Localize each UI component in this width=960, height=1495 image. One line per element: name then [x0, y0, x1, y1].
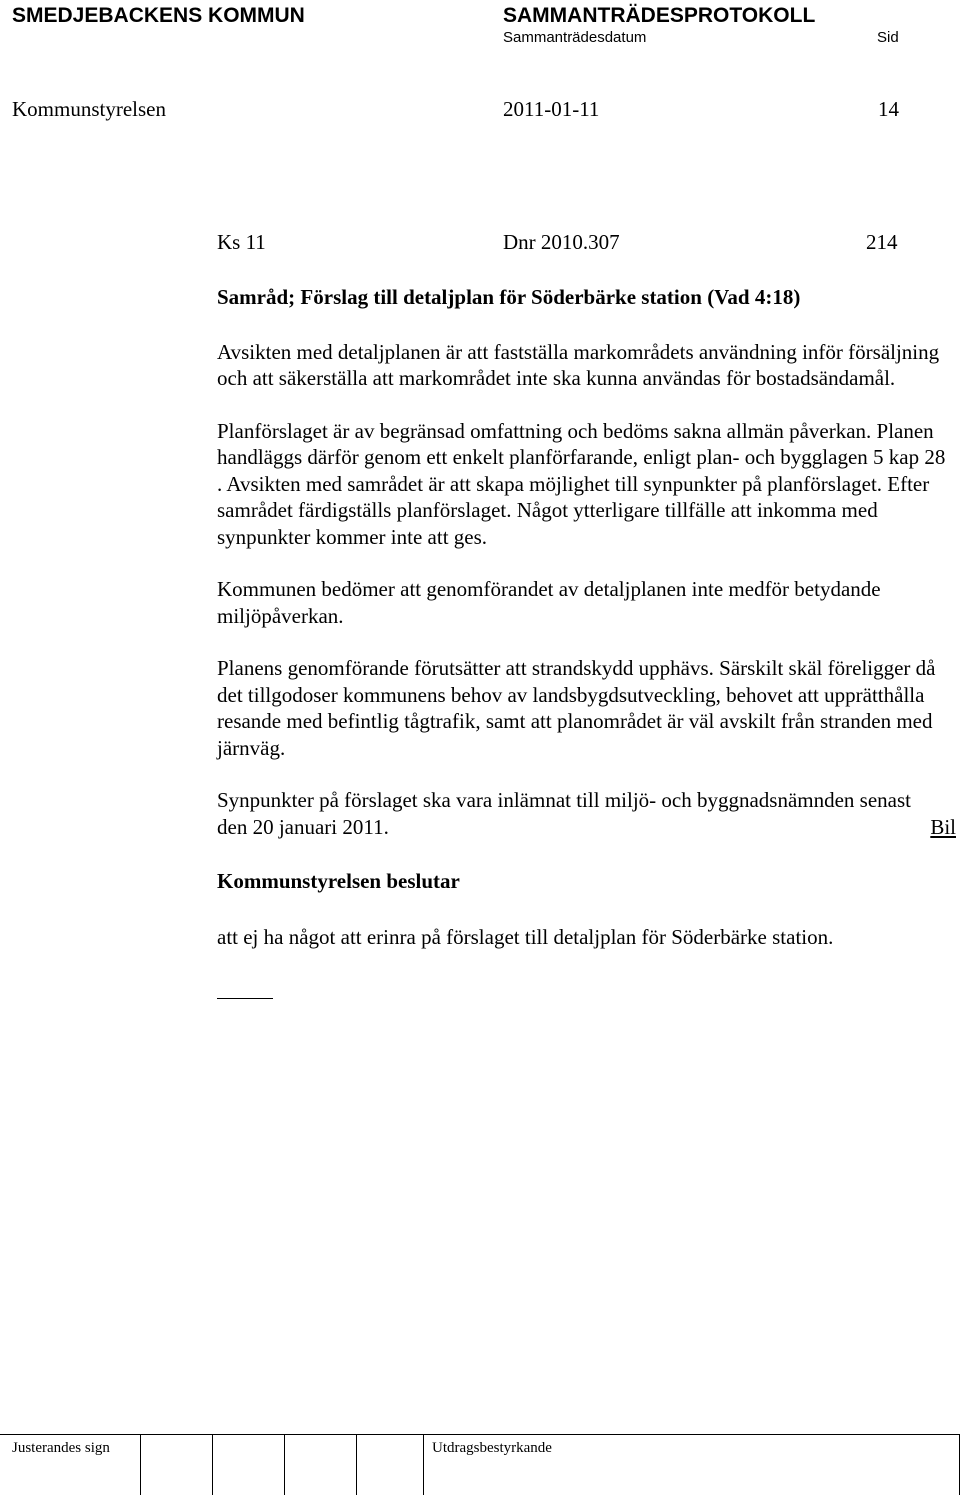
committee-name: Kommunstyrelsen [12, 97, 166, 121]
paragraph-purpose: Avsikten med detaljplanen är att fastställa markområdets användning inför försäljning och att säkerställa att markområdet inte ska kunna användas för bostadsändamål. [217, 339, 940, 390]
case-number: 214 [866, 230, 898, 254]
paragraph-deadline-block [217, 787, 956, 840]
paragraph-shore-protection: Planens genomförande förutsätter att strandskydd upphävs. Särskilt skäl föreligger då det tillgodoser kommunens behov av landsbygdsutveckling, behovet att upprätthålla resande med befintlig tågtrafik, samt att planområdet är väl avskilt från stranden med järnväg. [217, 656, 936, 760]
document-type: SAMMANTRÄDESPROTOKOLL [503, 4, 816, 27]
minutes-body [217, 284, 956, 999]
extract-certified-label: Utdragsbestyrkande [432, 1440, 552, 1456]
item-title: Samråd; Förslag till detaljplan för Söderbärke station (Vad 4:18) [217, 285, 801, 309]
signature-divider [212, 1435, 213, 1495]
organization-name: SMEDJEBACKENS KOMMUN [12, 4, 305, 27]
paragraph-procedure: Planförslaget är av begränsad omfattning och bedöms sakna allmän påverkan. Planen handläggs därför genom ett enkelt planförfarande, enligt plan- och bygglagen 5 kap 28 . Avsikten med samrådet är att skapa möjlighet till synpunkter på planförslaget. Efter samrådet färdigställs planförslaget. Något ytterligare tillfälle att inkomma med synpunkter kommer inte att ges. [217, 418, 946, 549]
end-rule [217, 998, 273, 999]
attachment-link[interactable]: Bil [930, 814, 956, 839]
paragraph-deadline: Synpunkter på förslaget ska vara inlämnat till miljö- och byggnadsnämnden senast den 20 januari 2011. [217, 788, 912, 839]
signature-divider [356, 1435, 357, 1495]
decision-heading: Kommunstyrelsen beslutar [217, 869, 460, 893]
page-number: 14 [878, 97, 899, 121]
signature-divider [140, 1435, 141, 1495]
decision-text: att ej ha något att erinra på förslaget till detaljplan för Söderbärke station. [217, 924, 834, 949]
signature-divider [284, 1435, 285, 1495]
adjuster-sign-label: Justerandes sign [12, 1440, 110, 1456]
meeting-date-label: Sammanträdesdatum [503, 29, 647, 46]
signature-footer [0, 1434, 960, 1495]
case-diary-number: Dnr 2010.307 [503, 230, 620, 254]
meeting-date: 2011-01-11 [503, 97, 600, 121]
signature-divider [423, 1435, 424, 1495]
page-label: Sid [877, 29, 899, 46]
case-paragraph-ref: Ks 11 [217, 230, 266, 254]
paragraph-environment: Kommunen bedömer att genomförandet av detaljplanen inte medför betydande miljöpåverkan. [217, 577, 881, 628]
